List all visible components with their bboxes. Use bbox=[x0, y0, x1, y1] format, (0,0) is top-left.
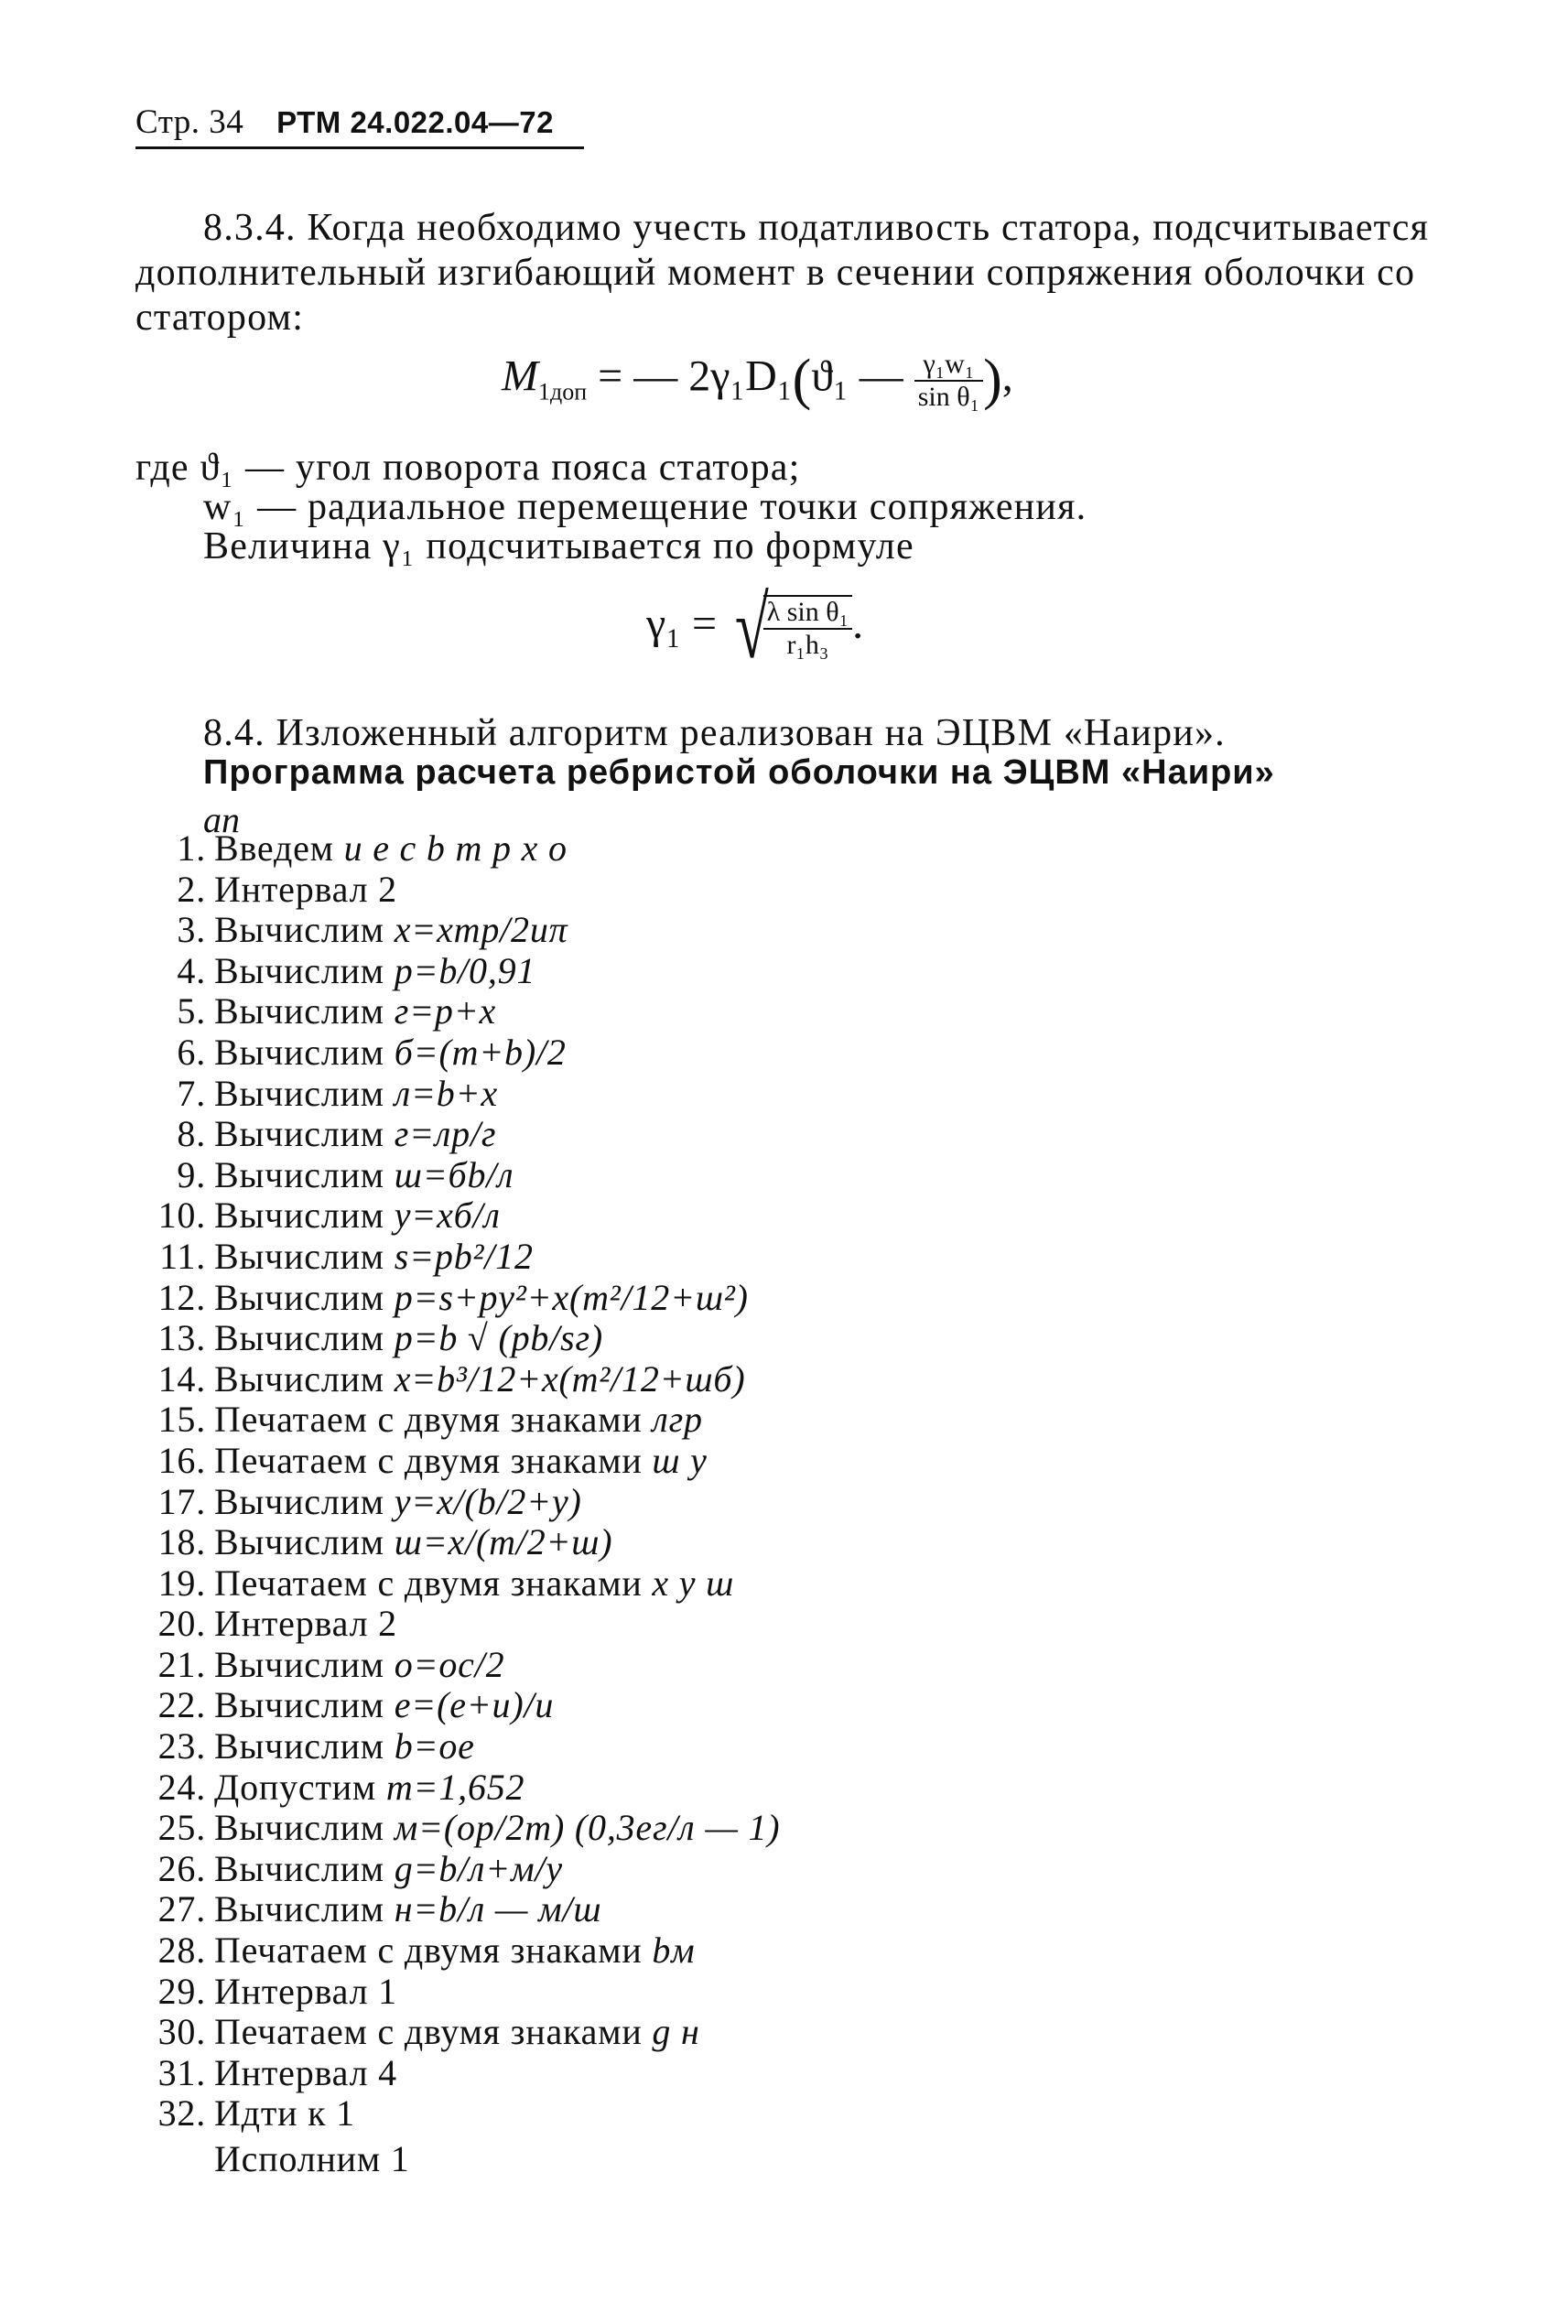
paragraph-8-3-4 bbox=[135, 206, 1444, 340]
program-command: Вычислим bbox=[214, 1521, 384, 1563]
program-command: Вычислим bbox=[214, 1725, 384, 1767]
program-command: Вычислим bbox=[214, 1194, 384, 1237]
formula-moment-theta: ϑ₁ — bbox=[811, 351, 903, 401]
program-line-number: 26. bbox=[157, 1847, 206, 1889]
paragraph-8-3-4-text: 8.3.4. Когда необходимо учесть податливость статора, подсчитывается дополнительный изгибающий момент в сечении сопряжения оболочки со статором: bbox=[135, 207, 1430, 339]
program-line-text bbox=[214, 1972, 397, 2013]
program-line bbox=[137, 1155, 1144, 1196]
program-line-number: 27. bbox=[157, 1888, 206, 1930]
program-command: Вычислим bbox=[214, 1113, 384, 1155]
program-line-number: 22. bbox=[157, 1684, 206, 1726]
where-line-1: где ϑ₁ — угол поворота пояса статора; bbox=[135, 447, 801, 489]
program-formula: м=(op/2m) (0,3eг/л — 1) bbox=[394, 1807, 781, 1849]
program-formula: p=s+py²+x(m²/12+ш²) bbox=[394, 1276, 749, 1318]
program-line bbox=[137, 951, 1144, 992]
program-line-text bbox=[214, 1237, 534, 1278]
page-header bbox=[135, 103, 554, 142]
program-line-number: 30. bbox=[157, 2011, 206, 2053]
header-rule bbox=[135, 146, 584, 149]
formula-gamma-denominator: r₁h₃ bbox=[786, 630, 829, 660]
program-line-number: 16. bbox=[157, 1439, 206, 1481]
program-command: Вычислим bbox=[214, 1684, 384, 1726]
program-command: Вычислим bbox=[214, 1357, 384, 1400]
program-line-number: 7. bbox=[177, 1072, 206, 1114]
program-line-text bbox=[214, 1808, 780, 1849]
program-line bbox=[137, 910, 1144, 951]
program-line bbox=[137, 1359, 1144, 1400]
program-command: Вычислим bbox=[214, 1276, 384, 1318]
program-line-number: 31. bbox=[157, 2051, 206, 2093]
formula-moment: $M_{1доп}$ = — 2γ₁D₁(ϑ₁ — $\frac{\text{γ₁w₁}}{\text{sin θ₁}}$ ), bbox=[502, 348, 1013, 412]
program-formula: и е с b т р х о bbox=[343, 827, 568, 869]
program-line bbox=[137, 1563, 1144, 1605]
program-line-text bbox=[214, 870, 397, 911]
program-line-text bbox=[214, 1318, 603, 1359]
program-line-number: 9. bbox=[177, 1153, 206, 1195]
program-line bbox=[137, 1972, 1144, 2013]
program-line-number: 1. bbox=[177, 827, 206, 869]
program-ap-label: ап bbox=[203, 799, 240, 840]
program-line bbox=[137, 2053, 1144, 2094]
program-line-text bbox=[214, 991, 496, 1032]
program-line-text bbox=[214, 2093, 355, 2135]
formula-moment-denominator: sin θ₁ bbox=[917, 381, 980, 412]
program-line bbox=[137, 1645, 1144, 1686]
program-command: Вычислим bbox=[214, 1031, 384, 1073]
program-command: Вычислим bbox=[214, 1072, 384, 1114]
program-line bbox=[137, 1767, 1144, 1809]
program-line-number: 24. bbox=[157, 1766, 206, 1808]
program-command: Вычислим bbox=[214, 1807, 384, 1849]
formula-moment-lhs: M bbox=[502, 351, 538, 401]
program-command: Допустим bbox=[214, 1766, 377, 1808]
program-formula: г=лр/г bbox=[394, 1113, 497, 1155]
program-line-text bbox=[214, 951, 535, 992]
formula-gamma-tail: . bbox=[852, 600, 864, 649]
program-line-text bbox=[214, 1441, 708, 1482]
program-line-text bbox=[214, 2053, 397, 2094]
formula-gamma-root bbox=[728, 578, 852, 676]
program-formula: л=b+x bbox=[394, 1072, 498, 1114]
program-line bbox=[137, 1726, 1144, 1767]
program-formula: b=oe bbox=[394, 1725, 475, 1767]
program-line bbox=[137, 828, 1144, 870]
program-command: Вычислим bbox=[214, 1317, 384, 1359]
program-line-number: 29. bbox=[157, 1970, 206, 2012]
program-line-text bbox=[214, 1889, 601, 1930]
program-line bbox=[137, 1074, 1144, 1115]
program-line bbox=[137, 2012, 1144, 2053]
program-command: Интервал 1 bbox=[214, 1970, 397, 2012]
formula-gamma-fraction bbox=[763, 595, 852, 661]
program-line-text bbox=[214, 1645, 504, 1686]
program-command: Печатаем с двумя знаками bbox=[214, 2011, 643, 2053]
program-formula: e=(e+u)/u bbox=[394, 1684, 555, 1726]
program-formula: g=b/л+м/y bbox=[394, 1847, 563, 1889]
program-command: Интервал 2 bbox=[214, 1603, 397, 1645]
formula-moment-numerator: γ₁w₁ bbox=[914, 349, 983, 382]
formula-moment-tail: , bbox=[1001, 351, 1013, 401]
radical-sign: √ bbox=[734, 578, 769, 676]
program-line bbox=[137, 1849, 1144, 1890]
program-line bbox=[137, 1808, 1144, 1849]
program-line-text bbox=[214, 1685, 554, 1726]
program-line-text bbox=[214, 1400, 703, 1441]
where-line-2: w₁ — радиальное перемещение точки сопряжения. bbox=[203, 486, 1087, 528]
program-line-text bbox=[214, 1074, 498, 1115]
program-line-text bbox=[214, 1726, 475, 1767]
program-line-number: 11. bbox=[159, 1235, 206, 1277]
program-line-number: 2. bbox=[177, 868, 206, 910]
program-line-text bbox=[214, 1604, 397, 1645]
program-formula: y=xб/л bbox=[394, 1194, 501, 1237]
program-formula: bм bbox=[652, 1929, 696, 1972]
program-formula: p=b/0,91 bbox=[394, 949, 536, 991]
program-line bbox=[137, 1195, 1144, 1237]
program-formula: p=b √ (pb/sг) bbox=[394, 1317, 604, 1359]
program-line-number: 14. bbox=[157, 1357, 206, 1400]
program-formula: o=oc/2 bbox=[394, 1643, 505, 1685]
program-line-text bbox=[214, 828, 568, 870]
program-formula: н=b/л — м/ш bbox=[394, 1888, 602, 1930]
program-line-text bbox=[214, 1114, 496, 1155]
program-line-number: 13. bbox=[157, 1317, 206, 1359]
formula-moment-fraction bbox=[914, 349, 983, 413]
program-line-number: 32. bbox=[157, 2092, 206, 2135]
program-command: Вычислим bbox=[214, 1847, 384, 1889]
paragraph-8-4-text: 8.4. Изложенный алгоритм реализован на ЭЦВМ «Наири». bbox=[203, 712, 1226, 754]
program-line bbox=[137, 2093, 1144, 2135]
program-formula: x=xmp/2uπ bbox=[394, 909, 568, 951]
program-line-number: 21. bbox=[157, 1643, 206, 1685]
program-command: Вычислим bbox=[214, 1888, 384, 1930]
formula-gamma-lhs: γ₁ = bbox=[646, 600, 718, 649]
formula-moment-lhs-sub: 1доп bbox=[537, 378, 588, 405]
program-line-number: 12. bbox=[157, 1276, 206, 1318]
program-formula: g н bbox=[652, 2011, 700, 2053]
program-line-text bbox=[214, 1032, 567, 1074]
program-command: Вычислим bbox=[214, 949, 384, 991]
program-line-text bbox=[214, 1155, 514, 1196]
program-line bbox=[137, 1441, 1144, 1482]
program-command: Печатаем с двумя знаками bbox=[214, 1929, 643, 1972]
program-line bbox=[137, 1278, 1144, 1319]
program-command: Печатаем с двумя знаками bbox=[214, 1562, 643, 1604]
program-command: Вычислим bbox=[214, 909, 384, 951]
program-line-text bbox=[214, 1767, 524, 1809]
program-line bbox=[137, 1889, 1144, 1930]
program-line-number: 15. bbox=[157, 1399, 206, 1441]
program-line-text bbox=[214, 1359, 745, 1400]
program-formula: ш=x/(m/2+ш) bbox=[394, 1521, 613, 1563]
program-formula: y=x/(b/2+y) bbox=[394, 1480, 582, 1522]
program-line-number: 4. bbox=[177, 949, 206, 991]
formula-gamma-numerator: λ sin θ₁ bbox=[763, 597, 852, 630]
document-code: РТМ 24.022.04—72 bbox=[276, 105, 554, 139]
page-number: Стр. 34 bbox=[135, 103, 244, 141]
program-line-number: 10. bbox=[157, 1194, 206, 1237]
program-line-text bbox=[214, 1849, 563, 1890]
program-line-number: 18. bbox=[157, 1521, 206, 1563]
program-line bbox=[137, 1482, 1144, 1523]
program-line-number: 8. bbox=[177, 1113, 206, 1155]
program-formula: г=p+x bbox=[394, 990, 497, 1032]
program-formula: s=pb²/12 bbox=[394, 1235, 534, 1277]
program-formula: лгр bbox=[652, 1399, 703, 1441]
program-line-text bbox=[214, 910, 568, 951]
program-line-text bbox=[214, 2012, 700, 2053]
program-command: Идти к 1 bbox=[214, 2092, 355, 2135]
program-line-text bbox=[214, 1482, 582, 1523]
program-command: Вычислим bbox=[214, 1235, 384, 1277]
program-command: Вычислим bbox=[214, 1153, 384, 1195]
program-line bbox=[137, 1930, 1144, 1972]
program-command: Вычислим bbox=[214, 1480, 384, 1522]
program-line-text bbox=[214, 1930, 696, 1972]
program-line bbox=[137, 1685, 1144, 1726]
program-line-number: 3. bbox=[177, 909, 206, 951]
program-line-number: 6. bbox=[177, 1031, 206, 1073]
program-line-number: 5. bbox=[177, 990, 206, 1032]
program-line-number: 25. bbox=[157, 1807, 206, 1849]
program-command: Интервал 2 bbox=[214, 868, 397, 910]
program-line-text bbox=[214, 1563, 734, 1605]
program-line bbox=[137, 870, 1144, 911]
program-command: Введем bbox=[214, 827, 334, 869]
program-listing bbox=[137, 828, 1144, 2135]
program-line-number: 19. bbox=[157, 1562, 206, 1604]
program-command: Интервал 4 bbox=[214, 2051, 397, 2093]
program-formula: x=b³/12+x(m²/12+шб) bbox=[394, 1357, 746, 1400]
program-formula: ш y bbox=[652, 1439, 708, 1481]
program-line bbox=[137, 991, 1144, 1032]
program-line-number: 28. bbox=[157, 1929, 206, 1972]
program-line bbox=[137, 1318, 1144, 1359]
program-line-text bbox=[214, 1522, 612, 1563]
program-command: Вычислим bbox=[214, 990, 384, 1032]
program-line bbox=[137, 1604, 1144, 1645]
program-command: Печатаем с двумя знаками bbox=[214, 1439, 643, 1481]
program-line bbox=[137, 1522, 1144, 1563]
program-command: Вычислим bbox=[214, 1643, 384, 1685]
program-line-number: 23. bbox=[157, 1725, 206, 1767]
program-line-text bbox=[214, 1195, 501, 1237]
program-line-number: 20. bbox=[157, 1603, 206, 1645]
program-line bbox=[137, 1114, 1144, 1155]
program-formula: m=1,652 bbox=[385, 1766, 525, 1808]
program-command: Печатаем с двумя знаками bbox=[214, 1399, 643, 1441]
gamma-text: Величина γ₁ подсчитывается по формуле bbox=[203, 525, 914, 567]
program-line-number: 17. bbox=[157, 1480, 206, 1522]
program-formula: б=(m+b)/2 bbox=[394, 1031, 567, 1073]
formula-gamma bbox=[646, 578, 864, 676]
program-line bbox=[137, 1032, 1144, 1074]
program-title: Программа расчета ребристой оболочки на ЭЦВМ «Наири» bbox=[203, 753, 1275, 792]
formula-moment-middle: = — 2γ₁D₁ bbox=[598, 351, 793, 401]
program-formula: x y ш bbox=[652, 1562, 735, 1604]
program-line bbox=[137, 1400, 1144, 1441]
program-formula: ш=бb/л bbox=[394, 1153, 514, 1195]
program-line bbox=[137, 1237, 1144, 1278]
program-line-text bbox=[214, 1278, 749, 1319]
program-final-line: Исполним 1 bbox=[214, 2138, 410, 2179]
